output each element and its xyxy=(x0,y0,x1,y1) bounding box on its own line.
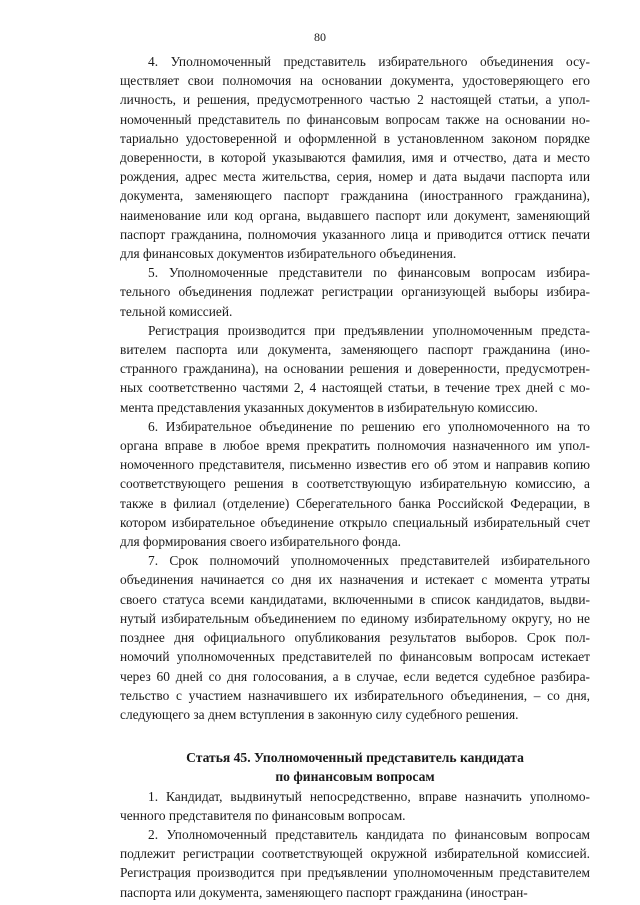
paragraph-4: 4. Уполномоченный представитель избирательного объединения осуществляет свои полномочия на основании документа, удостоверяющего его личность, и решения, предусмотренного частью 2 настоящей статьи, а уполномоченный представитель по финансовым вопросам также на основании нотариально удостоверенной и оформленной в установленном законом порядке доверенности, в которой указываются фамилия, имя и отчество, дата и место рождения, адрес места жительства, серия, номер и дата выдачи паспорта или документа, заменяющего паспорт гражданина (иностранного гражданина), наименование или код органа, выдавшего паспорт или документ, заменяющий паспорт гражданина, полномочия указанного лица и приводится оттиск печати для финансовых документов избирательного объединения. xyxy=(120,54,590,262)
article-45-paragraph-1: 1. Кандидат, выдвинутый непосредственно, вправе назначить уполномоченного представителя по финансовым вопросам. xyxy=(120,788,590,823)
paragraph-7: 7. Срок полномочий уполномоченных представителей избирательного объединения начинается со дня их назначения и истекает с момента утраты своего статуса всеми кандидатами, включенными в список кандидатов, выдвинутый избирательным объединением по единому избирательному округу, но не позднее дня официального опубликования результатов выборов. Срок полномочий уполномоченных представителей по финансовым вопросам истекает через 60 дней со дня голосования, а в случае, если ведется судебное разбирательство с участием назначившего их избирательного объединения, – со дня, следующего за днем вступления в законную силу судебного решения. xyxy=(120,553,590,722)
article-45-paragraph-2: 2. Уполномоченный представитель кандидата по финансовым вопросам подлежит регистрации соответствующей окружной избирательной комиссией. Регистрация производится при предъявлении уполномоченным представителем паспорта или документа, заменяющего паспорт гражданина (иностран- xyxy=(120,826,590,900)
article-heading-line-2: по финансовым вопросам xyxy=(275,769,435,785)
body-text xyxy=(120,52,590,902)
article-45-heading xyxy=(120,748,590,786)
article-heading-line-1: Статья 45. Уполномоченный представитель кандидата xyxy=(186,750,524,766)
paragraph-6: 6. Избирательное объединение по решению его уполномоченного на то органа вправе в любое время прекратить полномочия назначенного им уполномоченного представителя, письменно известив его об этом и направив копию соответствующего решения в соответствующую избирательную комиссию, а также в филиал (отделение) Сберегательного банка Российской Федерации, в котором избирательное объединение открыло специальный избирательный счет для формирования своего избирательного фонда. xyxy=(120,418,590,550)
paragraph-5: 5. Уполномоченные представители по финансовым вопросам избирательного объединения подлежат регистрации организующей выборы избирательной комиссией. xyxy=(120,265,590,319)
page-number: 80 xyxy=(314,30,326,44)
paragraph-registration: Регистрация производится при предъявлении уполномоченным представителем паспорта или документа, заменяющего паспорт гражданина (иностранного гражданина), на основании решения и доверенности, предусмотренных соответственно частями 2, 4 настоящей статьи, в течение трех дней с момента представления указанных документов в избирательную комиссию. xyxy=(120,322,590,415)
